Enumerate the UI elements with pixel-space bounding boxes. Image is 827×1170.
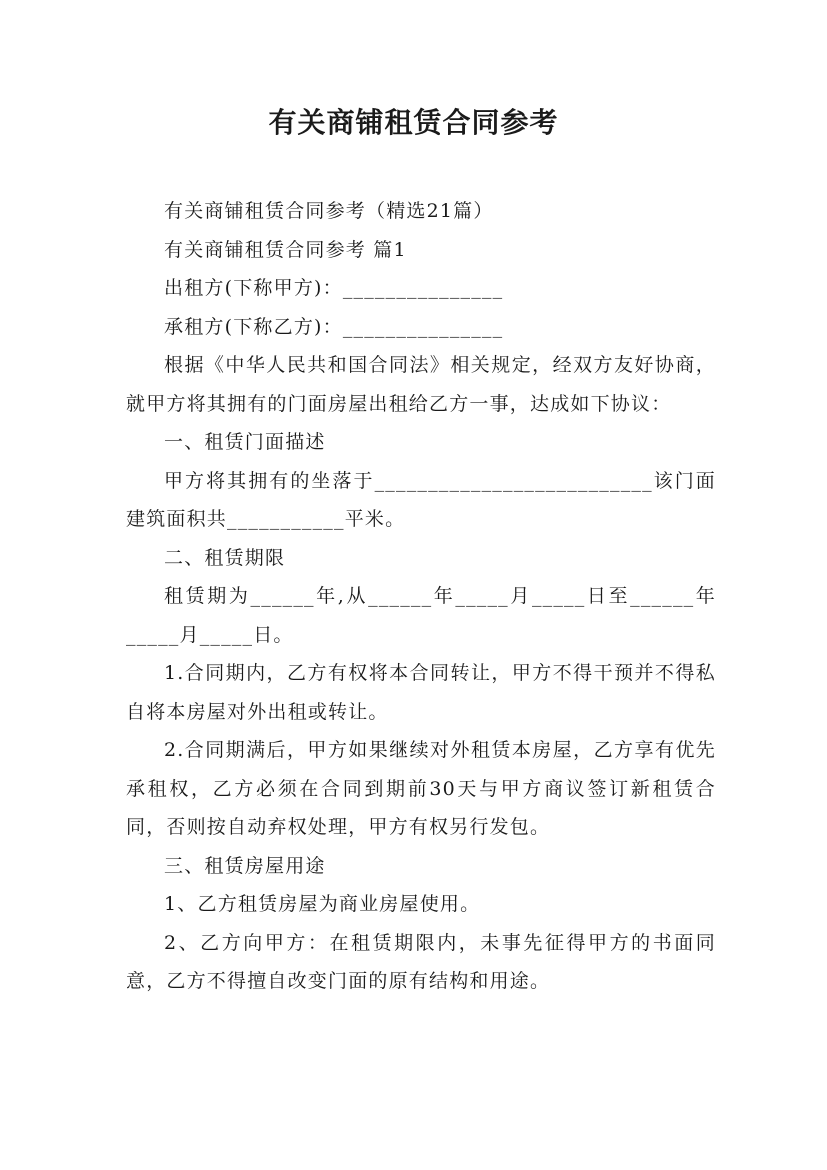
- document-body: [126, 192, 716, 1001]
- paragraph-use-1: 1、乙方租赁房屋为商业房屋使用。: [164, 893, 481, 915]
- paragraph-lessee: 承租方(下称乙方)：_______________: [164, 315, 504, 338]
- paragraph-heading-1: 一、租赁门面描述: [164, 431, 326, 453]
- paragraph-heading-2: 二、租赁期限: [164, 546, 286, 569]
- paragraph-term: 租赁期为______年,从______年_____月_____日至______年_____月_____日。: [126, 585, 716, 646]
- paragraph-preamble: 根据《中华人民共和国合同法》相关规定，经双方友好协商，就甲方将其拥有的门面房屋出租给乙方一事，达成如下协议：: [126, 354, 716, 415]
- paragraph-clause-1: 1.合同期内，乙方有权将本合同转让，甲方不得干预并不得私自将本房屋对外出租或转让。: [126, 662, 716, 723]
- paragraph-section-heading: 有关商铺租赁合同参考 篇1: [164, 238, 407, 261]
- paragraph-use-2: 2、乙方向甲方：在租赁期限内，未事先征得甲方的书面同意，乙方不得擅自改变门面的原有结构和用途。: [126, 931, 716, 992]
- paragraph-clause-2: 2.合同期满后，甲方如果继续对外租赁本房屋，乙方享有优先承租权，乙方必须在合同到期前30天与甲方商议签订新租赁合同，否则按自动弃权处理，甲方有权另行发包。: [126, 739, 716, 838]
- paragraph-subtitle: 有关商铺租赁合同参考（精选21篇）: [164, 200, 494, 222]
- paragraph-location: 甲方将其拥有的坐落于__________________________该门面建筑面积共___________平米。: [126, 469, 716, 530]
- paragraph-heading-3: 三、租赁房屋用途: [164, 854, 326, 877]
- paragraph-lessor: 出租方(下称甲方)：_______________: [164, 277, 504, 299]
- document-title: 有关商铺租赁合同参考: [268, 106, 559, 139]
